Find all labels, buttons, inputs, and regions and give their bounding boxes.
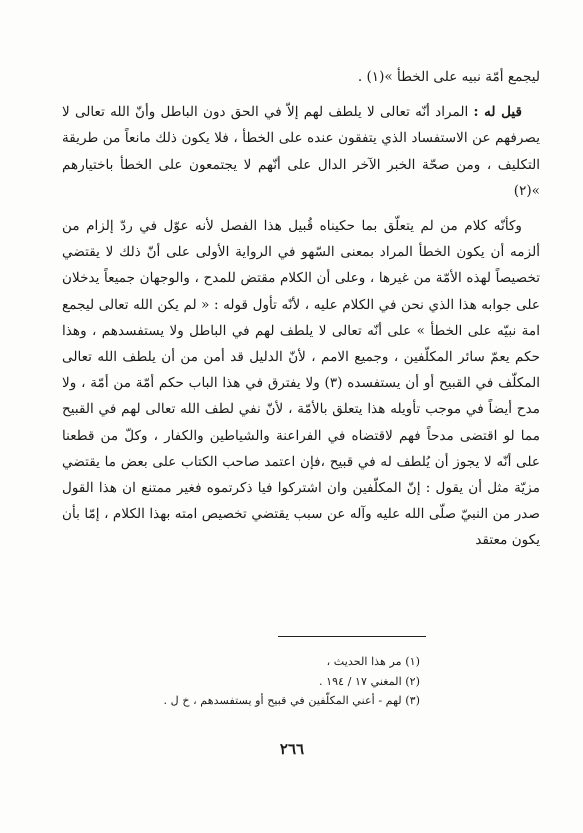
- paragraph-2: [62, 99, 540, 204]
- paragraph-3: [62, 213, 540, 554]
- paragraph-1-text: ليجمع أمّة نبيه على الخطأ »(١) .: [357, 69, 540, 85]
- page-number: ٢٦٦: [279, 740, 305, 758]
- footnote-2: (٢) المغني ١٧ / ١٩٤ .: [318, 674, 420, 688]
- footnotes: [150, 652, 420, 711]
- paragraph-3-text: وكأنّه كلام من لم يتعلّق بما حكيناه قُبيل هذا الفصل لأنه عوّل في ردّ إلزام من ألزمه أن يكون الخطأ المراد بمعنى السّهو في الرواية الأولى على أنّ ذلك لا يقتضي تخصيصاً لهذه الأمّة من غيرها ، وعلى أن الكلام مقتض للمدح ، والوجهان جميعاً يدخلان على جوابه هذا الذي نحن في الكلام عليه ، لأنّه تأول قوله : « لم يكن الله تعالى ليجمع امة نبيّه على الخطأ » على أنّه تعالى لا يلطف لهم في الباطل ولا يستفسدهم ، وهذا حكم يعمّ سائر المكلّفين ، وجميع الامم ، لأنّ الدليل قد أمن من أن يلطف الله تعالى المكلّف في القبيح أو أن يستفسده (٣) ولا يفترق في هذا الباب حكم أمّة من أمّة ، ولا مدح أيضاً في موجب تأويله هذا يتعلق بالأمّة ، لأنّ نفي لطف الله تعالى لهم في القبيح مما لو اقتضى مدحاً فهم لاقتضاه في الفراعنة والشياطين والكفار ، وكلّ من قطعنا على أنّه لا يجوز أن يُلطف له في قبيح ،فإن اعتمد صاحب الكتاب على بعض ما يقتضي مزيّة مثل أن يقول : إنّ المكلّفين وان اشتركوا فيا ذكرتموه فغير ممتنع ان هذا القول صدر من النبيّ صلّى الله عليه وآله عن سبب يقتضي تخصيص امته بهذا الكلام ، إمّا بأن يكون معتقد: [62, 218, 540, 549]
- footnote-separator: [278, 636, 426, 637]
- paragraph-2-lead: قيل له :: [473, 104, 522, 121]
- paragraph-2-text: المراد أنّه تعالى لا يلطف لهم إلاّ في الحق دون الباطل وأنّ الله تعالى لا يصرفهم عن الاستفساد الذي يتفقون عنده على الخطأ ، فلا يكون ذلك مانعاً من طريقة التكليف ، ومن صحّة الخبر الآخر الدال على أنّهم لا يجتمعون على الخطأ باختيارهم »(٢): [62, 104, 540, 199]
- paragraph-1: [62, 64, 540, 90]
- footnote-1: (١) مر هذا الحديث ،: [326, 655, 420, 668]
- main-text: [62, 64, 540, 554]
- footnote-3: (٣) لهم - أعني المكلّفين في قبيح أو يستفسدهم ، خ ل .: [163, 694, 420, 707]
